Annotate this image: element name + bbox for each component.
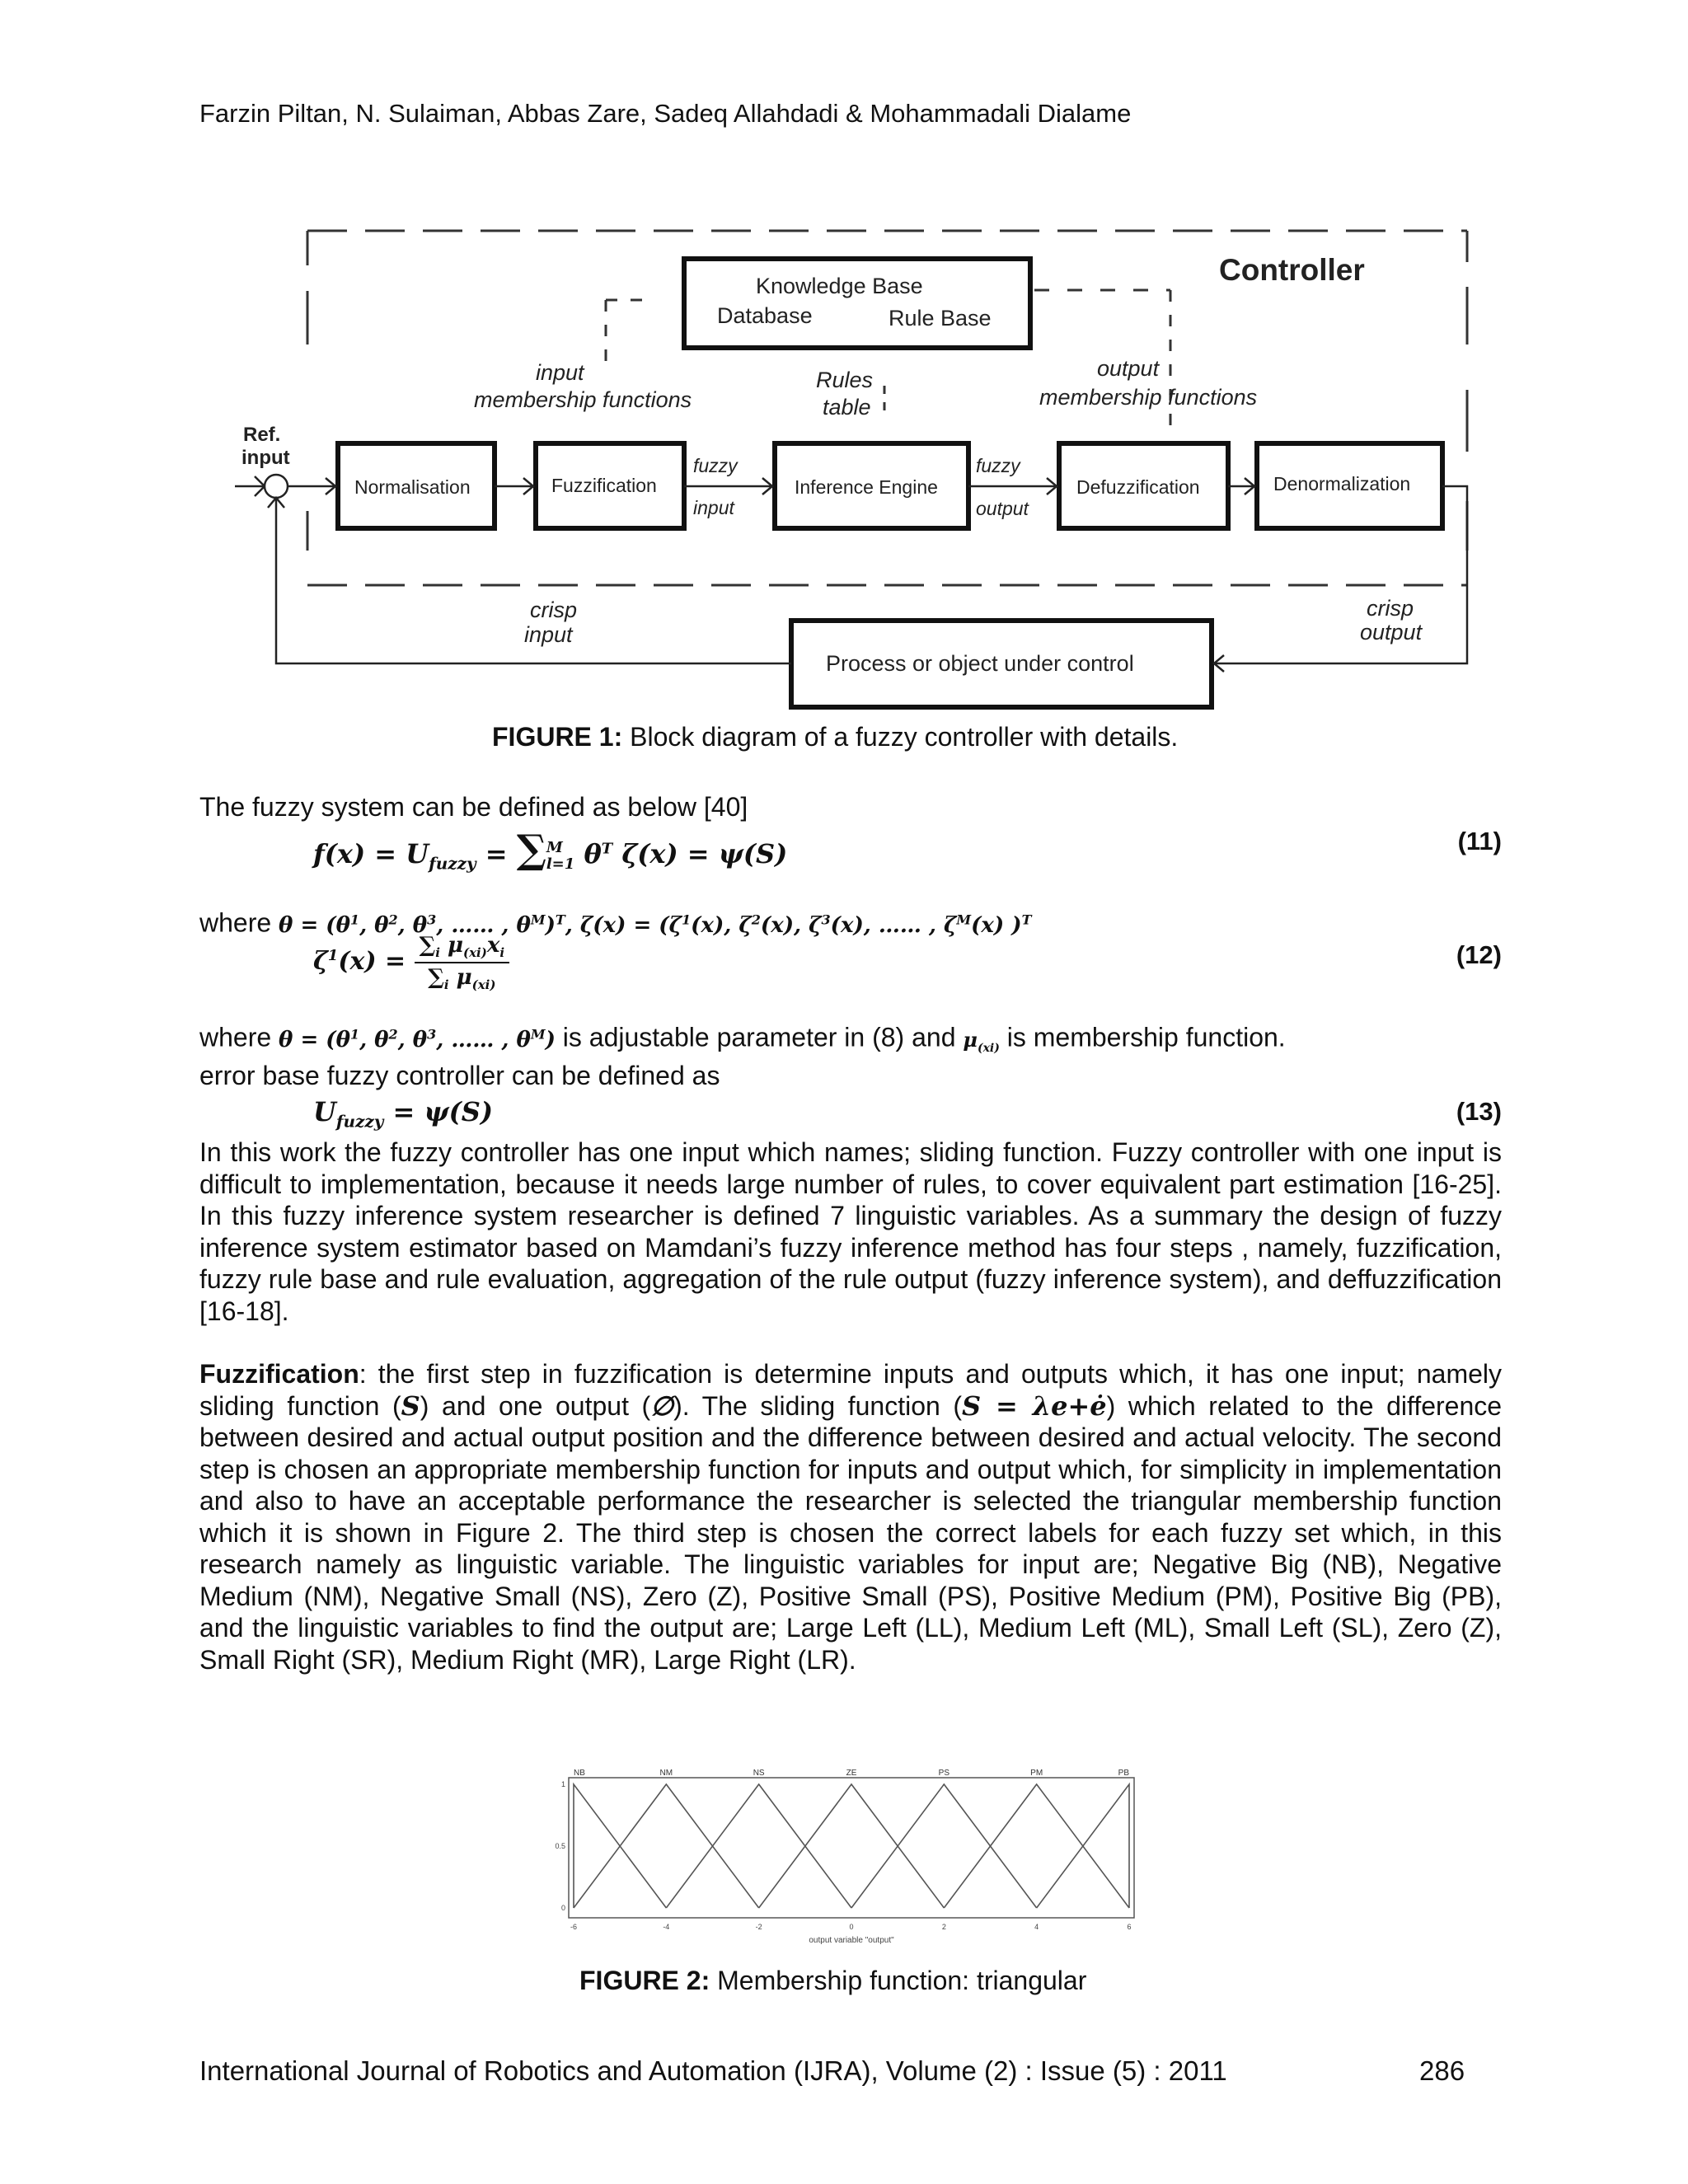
mf-label-ns: NS <box>753 1769 765 1778</box>
crisp-input-label-2: input <box>524 622 573 647</box>
equation-12: $\zeta^1(x)$ = $\frac{\sum_i \mu_{(xi)}x_i}{\sum_i \mu_{(xi)}}$ <box>313 933 509 992</box>
eq12-number: (12) <box>1456 940 1502 969</box>
process-label: Process or object under control <box>826 651 1134 676</box>
y-tick-labels <box>555 1780 565 1912</box>
x-axis-label: output variable "output" <box>809 1936 894 1945</box>
input-mf-label-1: input <box>536 360 584 385</box>
fuzzy-output-label-1: fuzzy <box>976 455 1020 476</box>
denormalization-label: Denormalization <box>1273 473 1411 494</box>
x-tick-label: -4 <box>663 1923 670 1931</box>
eq13-number: (13) <box>1456 1097 1502 1126</box>
membership-labels <box>574 1769 1129 1778</box>
para2-part-c: ). The sliding function ( <box>673 1390 963 1421</box>
rules-label-1: Rules <box>816 368 874 392</box>
para2-part-d: ) which related to the difference between desired and actual output position and the difference between desired and actual velocity. The second step is chosen an appropriate membership function for inputs and output which, for simplicity in implementation and also to have an acceptable performance the researcher is selected the triangular membership function which it is shown in Figure 2. The third step is chosen the correct labels for each fuzzy set which, in this research namely as linguistic variable. The linguistic variables for input are; Negative Big (NB), Negative Medium (NM), Negative Small (NS), Zero (Z), Positive Small (PS), Positive Medium (PM), Positive Big (PB), and the linguistic variables to find the output are; Large Left (LL), Medium Left (ML), Small Left (SL), Zero (Z), Small Right (SR), Medium Right (MR), Large Right (LR). <box>199 1390 1503 1675</box>
mf-label-nb: NB <box>574 1769 585 1778</box>
figure2-membership-chart <box>544 1768 1146 1949</box>
page-number: 286 <box>1419 2055 1465 2086</box>
fuzzy-input-label-1: fuzzy <box>693 455 738 476</box>
mu-symbol: $\mu_{(xi)}$ <box>963 1027 1000 1055</box>
sliding-equation: S = λe+ė <box>962 1390 1107 1422</box>
mf-label-pm: PM <box>1030 1769 1043 1778</box>
where2-mid: is adjustable parameter in (8) and <box>555 1022 964 1052</box>
defuzzification-label: Defuzzification <box>1076 476 1200 498</box>
where1-word: where <box>199 907 272 938</box>
error-base-text: error base fuzzy controller can be defined as <box>199 1061 720 1090</box>
crisp-input-label-1: crisp <box>530 598 578 622</box>
figure1-caption <box>492 722 1178 752</box>
rules-label-2: table <box>823 395 871 419</box>
x-tick-label: 6 <box>1127 1923 1132 1931</box>
output-mf-label-1: output <box>1097 356 1160 381</box>
kb-database: Database <box>717 303 813 328</box>
figure2-caption <box>579 1966 1086 1996</box>
equation-13: $U_{fuzzy} = \psi(S)$ <box>313 1096 493 1132</box>
input-mf-label-2: membership functions <box>474 387 692 412</box>
fuzzification-label: Fuzzification <box>551 475 657 496</box>
mf-label-nm: NM <box>659 1769 673 1778</box>
ref-label-2: input <box>241 447 290 469</box>
normalisation-label: Normalisation <box>354 476 471 498</box>
para2-part-a: : the first step in fuzzification is determine inputs and outputs which, it has one input; namely sliding function ( <box>199 1359 1502 1421</box>
sliding-symbol: S <box>401 1390 420 1422</box>
mf-label-pb: PB <box>1118 1769 1129 1778</box>
footer-journal: International Journal of Robotics and Automation (IJRA), Volume (2) : Issue (5) : 2011 <box>199 2055 1227 2086</box>
kb-title: Knowledge Base <box>756 274 923 298</box>
x-tick-label: 4 <box>1034 1923 1039 1931</box>
x-tick-label: 0 <box>849 1923 854 1931</box>
figure1-caption-label: FIGURE 1: <box>492 722 623 752</box>
figure1-caption-text: Block diagram of a fuzzy controller with details. <box>622 722 1179 752</box>
paragraph-fuzzy-controller: In this work the fuzzy controller has one input which names; sliding function. Fuzzy controller with one input is difficult to implementation, because it needs large number of rules, to cover equivalent part estimation [16-25]. In this fuzzy inference system researcher is defined 7 linguistic variables. As a summary the design of fuzzy inference system estimator based on Mamdani’s fuzzy inference method has four steps , namely, fuzzification, fuzzy rule base and rule evaluation, aggregation of the rule output (fuzzy inference system), and deffuzzification [16-18]. <box>199 1137 1502 1326</box>
equation-11: $f(x) = U_{fuzzy}$ = ∑ M l=1 $\theta^T$ ζ(x) = ψ(S) <box>313 827 788 874</box>
intro-text: The fuzzy system can be defined as below [40] <box>199 792 748 822</box>
y-tick-label: 0.5 <box>555 1842 565 1850</box>
fuzzification-heading: Fuzzification <box>199 1359 359 1389</box>
output-symbol: ∅ <box>650 1390 674 1422</box>
fuzzy-input-label-2: input <box>693 497 734 518</box>
para2-part-b: ) and one output ( <box>420 1390 651 1421</box>
theta-vector: $\theta = (\theta^1$, $\theta^2$, $\theta^3$, …… , $\theta^M$) <box>279 1026 556 1052</box>
fuzzy-output-label-2: output <box>976 498 1029 519</box>
figure2-caption-label: FIGURE 2: <box>579 1966 710 1995</box>
output-mf-label-2: membership functions <box>1039 385 1258 410</box>
theta-definition: $\theta = (\theta^1$, $\theta^2$, $\theta^3$, …… , $\theta^M)^T$, $\zeta(x) = (\zeta^1(x)$, $\zeta^2(x)$, $\zeta^3(x)$, …… , $\zeta^M(x)$ )$^T$ <box>279 912 1032 938</box>
where2-line <box>199 1019 1286 1064</box>
x-tick-label: 2 <box>941 1923 946 1931</box>
kb-rulebase: Rule Base <box>889 306 992 330</box>
where2-word: where <box>199 1022 272 1052</box>
plot-frame <box>569 1778 1134 1918</box>
y-tick-label: 0 <box>560 1904 565 1912</box>
y-tick-label: 1 <box>560 1780 565 1788</box>
mf-label-ps: PS <box>938 1769 950 1778</box>
mf-label-ze: ZE <box>846 1769 857 1778</box>
paragraph-fuzzification <box>199 1358 1502 1675</box>
where2-end: is membership function. <box>999 1022 1286 1052</box>
x-tick-label: -6 <box>570 1923 578 1931</box>
figure1-block-diagram <box>235 221 1479 715</box>
x-tick-labels <box>570 1923 1132 1931</box>
ref-label-1: Ref. <box>243 424 281 446</box>
crisp-output-label-1: crisp <box>1367 596 1414 621</box>
controller-title: Controller <box>1219 253 1365 287</box>
figure2-caption-text: Membership function: triangular <box>710 1966 1087 1995</box>
running-header: Farzin Piltan, N. Sulaiman, Abbas Zare, Sadeq Allahdadi & Mohammadali Dialame <box>199 99 1132 128</box>
x-tick-label: -2 <box>755 1923 762 1931</box>
crisp-output-label-2: output <box>1360 620 1423 644</box>
eq11-number: (11) <box>1457 827 1502 855</box>
inference-engine-label: Inference Engine <box>795 476 938 498</box>
